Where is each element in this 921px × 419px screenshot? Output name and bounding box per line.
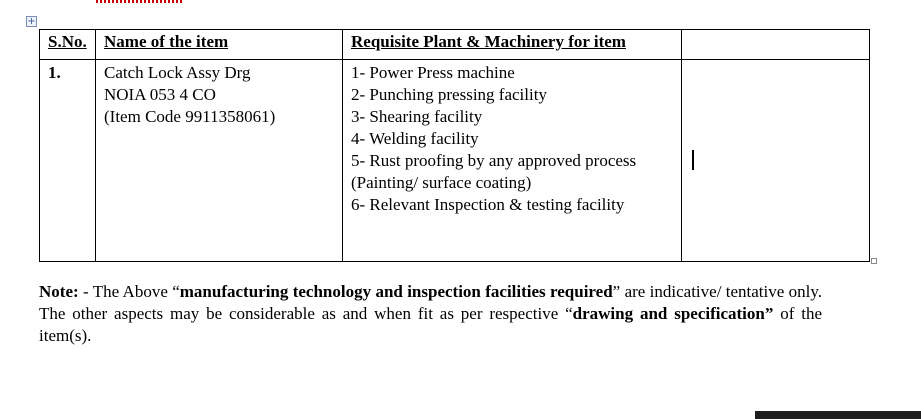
machinery-item: 4- Welding facility — [351, 129, 479, 148]
machinery-item: 5- Rust proofing by any approved process — [351, 151, 637, 170]
item-code-line: (Item Code 9911358061) — [104, 107, 276, 126]
cell-item-name — [96, 60, 343, 262]
table-row — [40, 60, 870, 262]
table-header-row — [40, 30, 870, 60]
note-emphasis: manufacturing technology and inspection facilities required — [179, 282, 613, 301]
header-extra — [682, 30, 870, 60]
note-text: of the item(s). — [39, 304, 822, 345]
machinery-item: (Painting/ surface coating) — [351, 173, 532, 192]
cell-extra[interactable] — [682, 60, 870, 262]
table-move-handle-icon[interactable]: + — [27, 16, 36, 27]
machinery-item: 2- Punching pressing facility — [351, 85, 547, 104]
note-emphasis: drawing and specification” — [572, 304, 774, 323]
cell-sno: 1. — [40, 60, 96, 262]
cell-machinery — [343, 60, 682, 262]
header-plant-machinery: Requisite Plant & Machinery for item — [343, 30, 682, 60]
text-cursor — [692, 150, 694, 170]
item-drawing-line: NOIA 053 4 CO — [104, 85, 216, 104]
item-name-line: Catch Lock Assy Drg — [104, 63, 251, 82]
note-text: - The Above “ — [83, 282, 180, 301]
header-item-name: Name of the item — [96, 30, 343, 60]
machinery-item: 3- Shearing facility — [351, 107, 483, 126]
machinery-item: 1- Power Press machine — [351, 63, 515, 82]
note-label: Note: — [39, 282, 83, 301]
spellcheck-underline — [96, 0, 184, 3]
note-text: ” are indicative/ tentative only. The other aspects may be considerable as and when fit as per respective “ — [39, 282, 823, 323]
machinery-table — [39, 29, 870, 262]
note-paragraph — [39, 281, 822, 347]
machinery-item: 6- Relevant Inspection & testing facility — [351, 195, 625, 214]
header-sno: S.No. — [40, 30, 96, 60]
taskbar-fragment — [755, 411, 921, 419]
table-resize-handle[interactable] — [871, 258, 877, 264]
